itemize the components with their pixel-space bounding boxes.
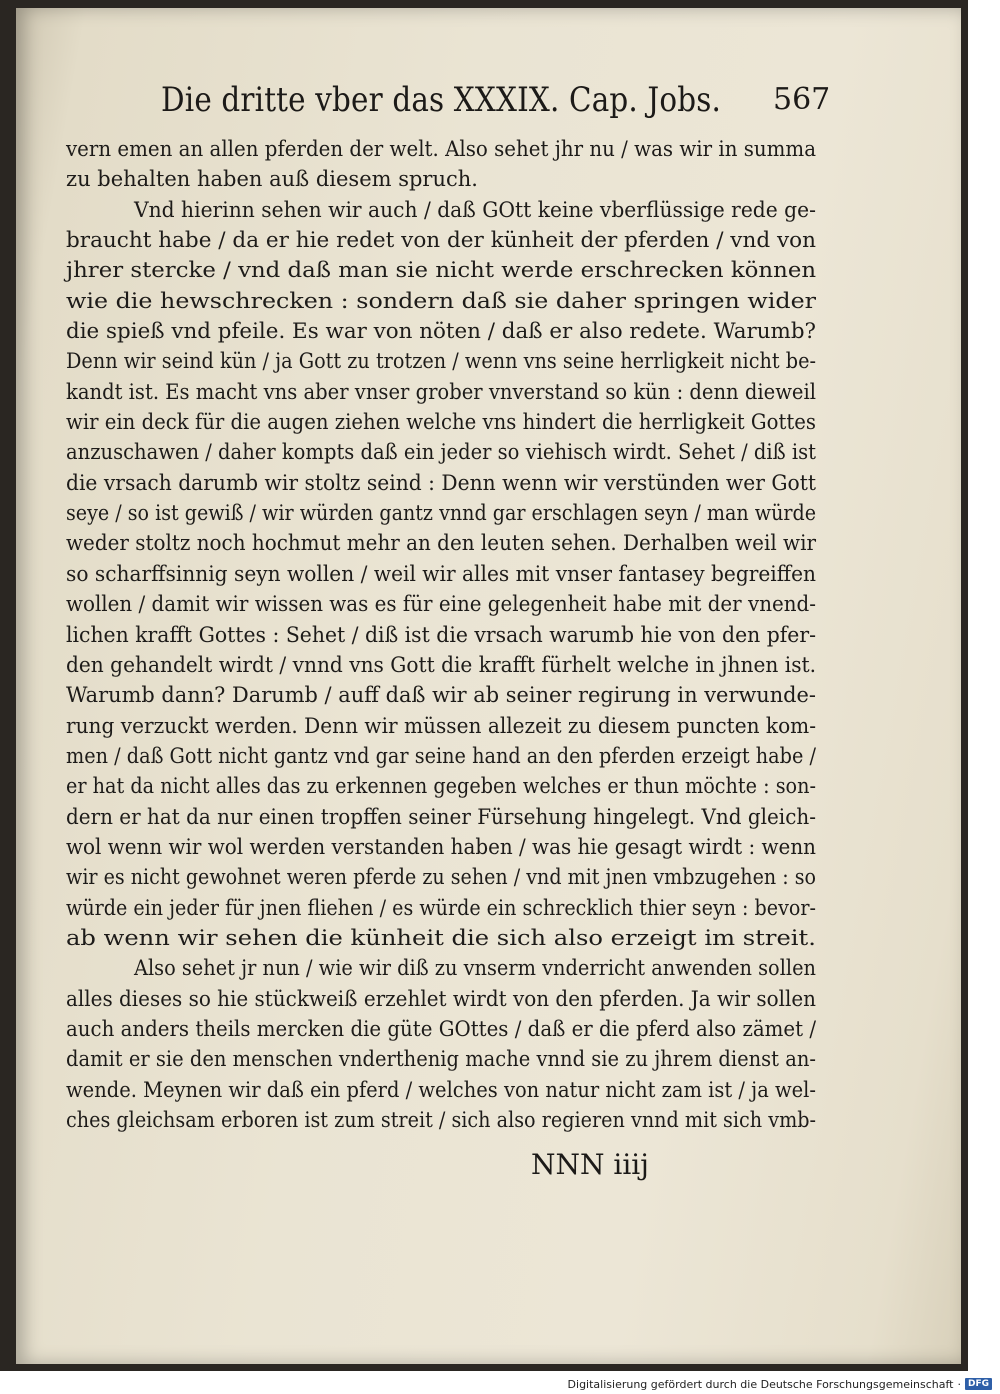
- text-line: zu behalten haben auß diesem spruch.: [66, 167, 478, 192]
- text-line: men / daß Gott nicht gantz vnd gar seine hand an den pferden erzeigt habe /: [66, 743, 816, 768]
- page-number: 567: [773, 82, 831, 117]
- running-head: [161, 80, 831, 124]
- text-line: die vrsach darumb wir stoltz seind : Denn wenn wir verstünden wer Gott: [66, 470, 816, 495]
- footer-credit: Digitalisierung gefördert durch die Deutsche Forschungsgemeinschaft: [567, 1377, 954, 1391]
- text-line: er hat da nicht alles das zu erkennen gegeben welches er thun möchte : son-: [66, 774, 817, 799]
- text-line: so scharffsinnig seyn wollen / weil wir alles mit vnser fantasey begreiffen: [66, 561, 816, 586]
- text-line: kandt ist. Es macht vns aber vnser grober vnverstand so kün : denn dieweil: [66, 379, 817, 404]
- text-line: Also sehet jr nun / wie wir diß zu vnserm vnderricht anwenden sollen: [134, 956, 816, 981]
- dfg-logo: DFG: [965, 1378, 992, 1390]
- text-line: die spieß vnd pfeile. Es war von nöten / daß er also redete. Warumb?: [66, 319, 817, 344]
- text-line: wir ein deck für die augen ziehen welche vns hindert die herrligkeit Gottes: [66, 410, 816, 435]
- text-line: wir es nicht gewohnet weren pferde zu sehen / vnd mit jnen vmbzugehen : so: [66, 865, 816, 890]
- text-line: Warumb dann? Darumb / auff daß wir ab seiner regirung in verwunde-: [66, 683, 816, 708]
- text-line: lichen krafft Gottes : Sehet / diß ist die vrsach warumb hie von den pfer-: [66, 622, 816, 647]
- text-line: wol wenn wir wol werden verstanden haben / was hie gesagt wirdt : wenn: [66, 834, 816, 859]
- text-line: alles dieses so hie stückweiß erzehlet wirdt von den pferden. Ja wir sollen: [66, 986, 816, 1011]
- book-page: [16, 8, 961, 1364]
- text-line: jhrer stercke / vnd daß man sie nicht werde erschrecken können: [66, 258, 817, 283]
- text-line: vern emen an allen pferden der welt. Also sehet jhr nu / was wir in summa: [66, 137, 817, 161]
- signature-mark: NNN iiij: [531, 1148, 649, 1181]
- text-line: damit er sie den menschen vnderthenig mache vnnd sie zu jhrem dienst an-: [66, 1047, 816, 1072]
- text-line: wende. Meynen wir daß ein pferd / welches von natur nicht zam ist / ja wel-: [66, 1077, 816, 1102]
- body-text: [66, 134, 816, 1135]
- text-line: seye / so ist gewiß / wir würden gantz vnnd gar erschlagen seyn / man würde: [66, 501, 817, 526]
- digitization-footer: [568, 1375, 992, 1393]
- text-line: auch anders theils mercken die güte GOttes / daß er die pferd also zämet /: [66, 1016, 817, 1041]
- text-line: ches gleichsam erboren ist zum streit / sich also regieren vnnd mit sich vmb-: [66, 1108, 817, 1132]
- footer-separator: ·: [957, 1377, 961, 1391]
- text-line: Vnd hierinn sehen wir auch / daß GOtt keine vberflüssige rede ge-: [134, 197, 816, 222]
- text-line: den gehandelt wirdt / vnnd vns Gott die krafft fürhelt welche in jhnen ist.: [66, 652, 817, 677]
- text-line: anzuschawen / daher kompts daß ein jeder so viehisch wirdt. Sehet / diß ist: [66, 440, 817, 465]
- text-line: Denn wir seind kün / ja Gott zu trotzen / wenn vns seine herrligkeit nicht be-: [66, 349, 816, 374]
- text-line: braucht habe / da er hie redet von der künheit der pferden / vnd von: [66, 228, 816, 253]
- text-line: würde ein jeder für jnen fliehen / es würde ein schrecklich thier seyn : bevor-: [66, 895, 816, 920]
- running-head-title: Die dritte vber das XXXIX. Cap. Jobs.: [161, 80, 722, 120]
- text-line: rung verzuckt werden. Denn wir müssen allezeit zu diesem puncten kom-: [66, 713, 817, 738]
- text-line: dern er hat da nur einen tropffen seiner Fürsehung hingelegt. Vnd gleich-: [66, 804, 816, 829]
- text-line: wollen / damit wir wissen was es für eine gelegenheit habe mit der vnend-: [66, 592, 816, 617]
- text-line: wie die hewschrecken : sondern daß sie daher springen wider: [66, 288, 817, 313]
- text-line: weder stoltz noch hochmut mehr an den leuten sehen. Derhalben weil wir: [66, 531, 817, 556]
- text-line: ab wenn wir sehen die künheit die sich also erzeigt im streit.: [66, 925, 816, 950]
